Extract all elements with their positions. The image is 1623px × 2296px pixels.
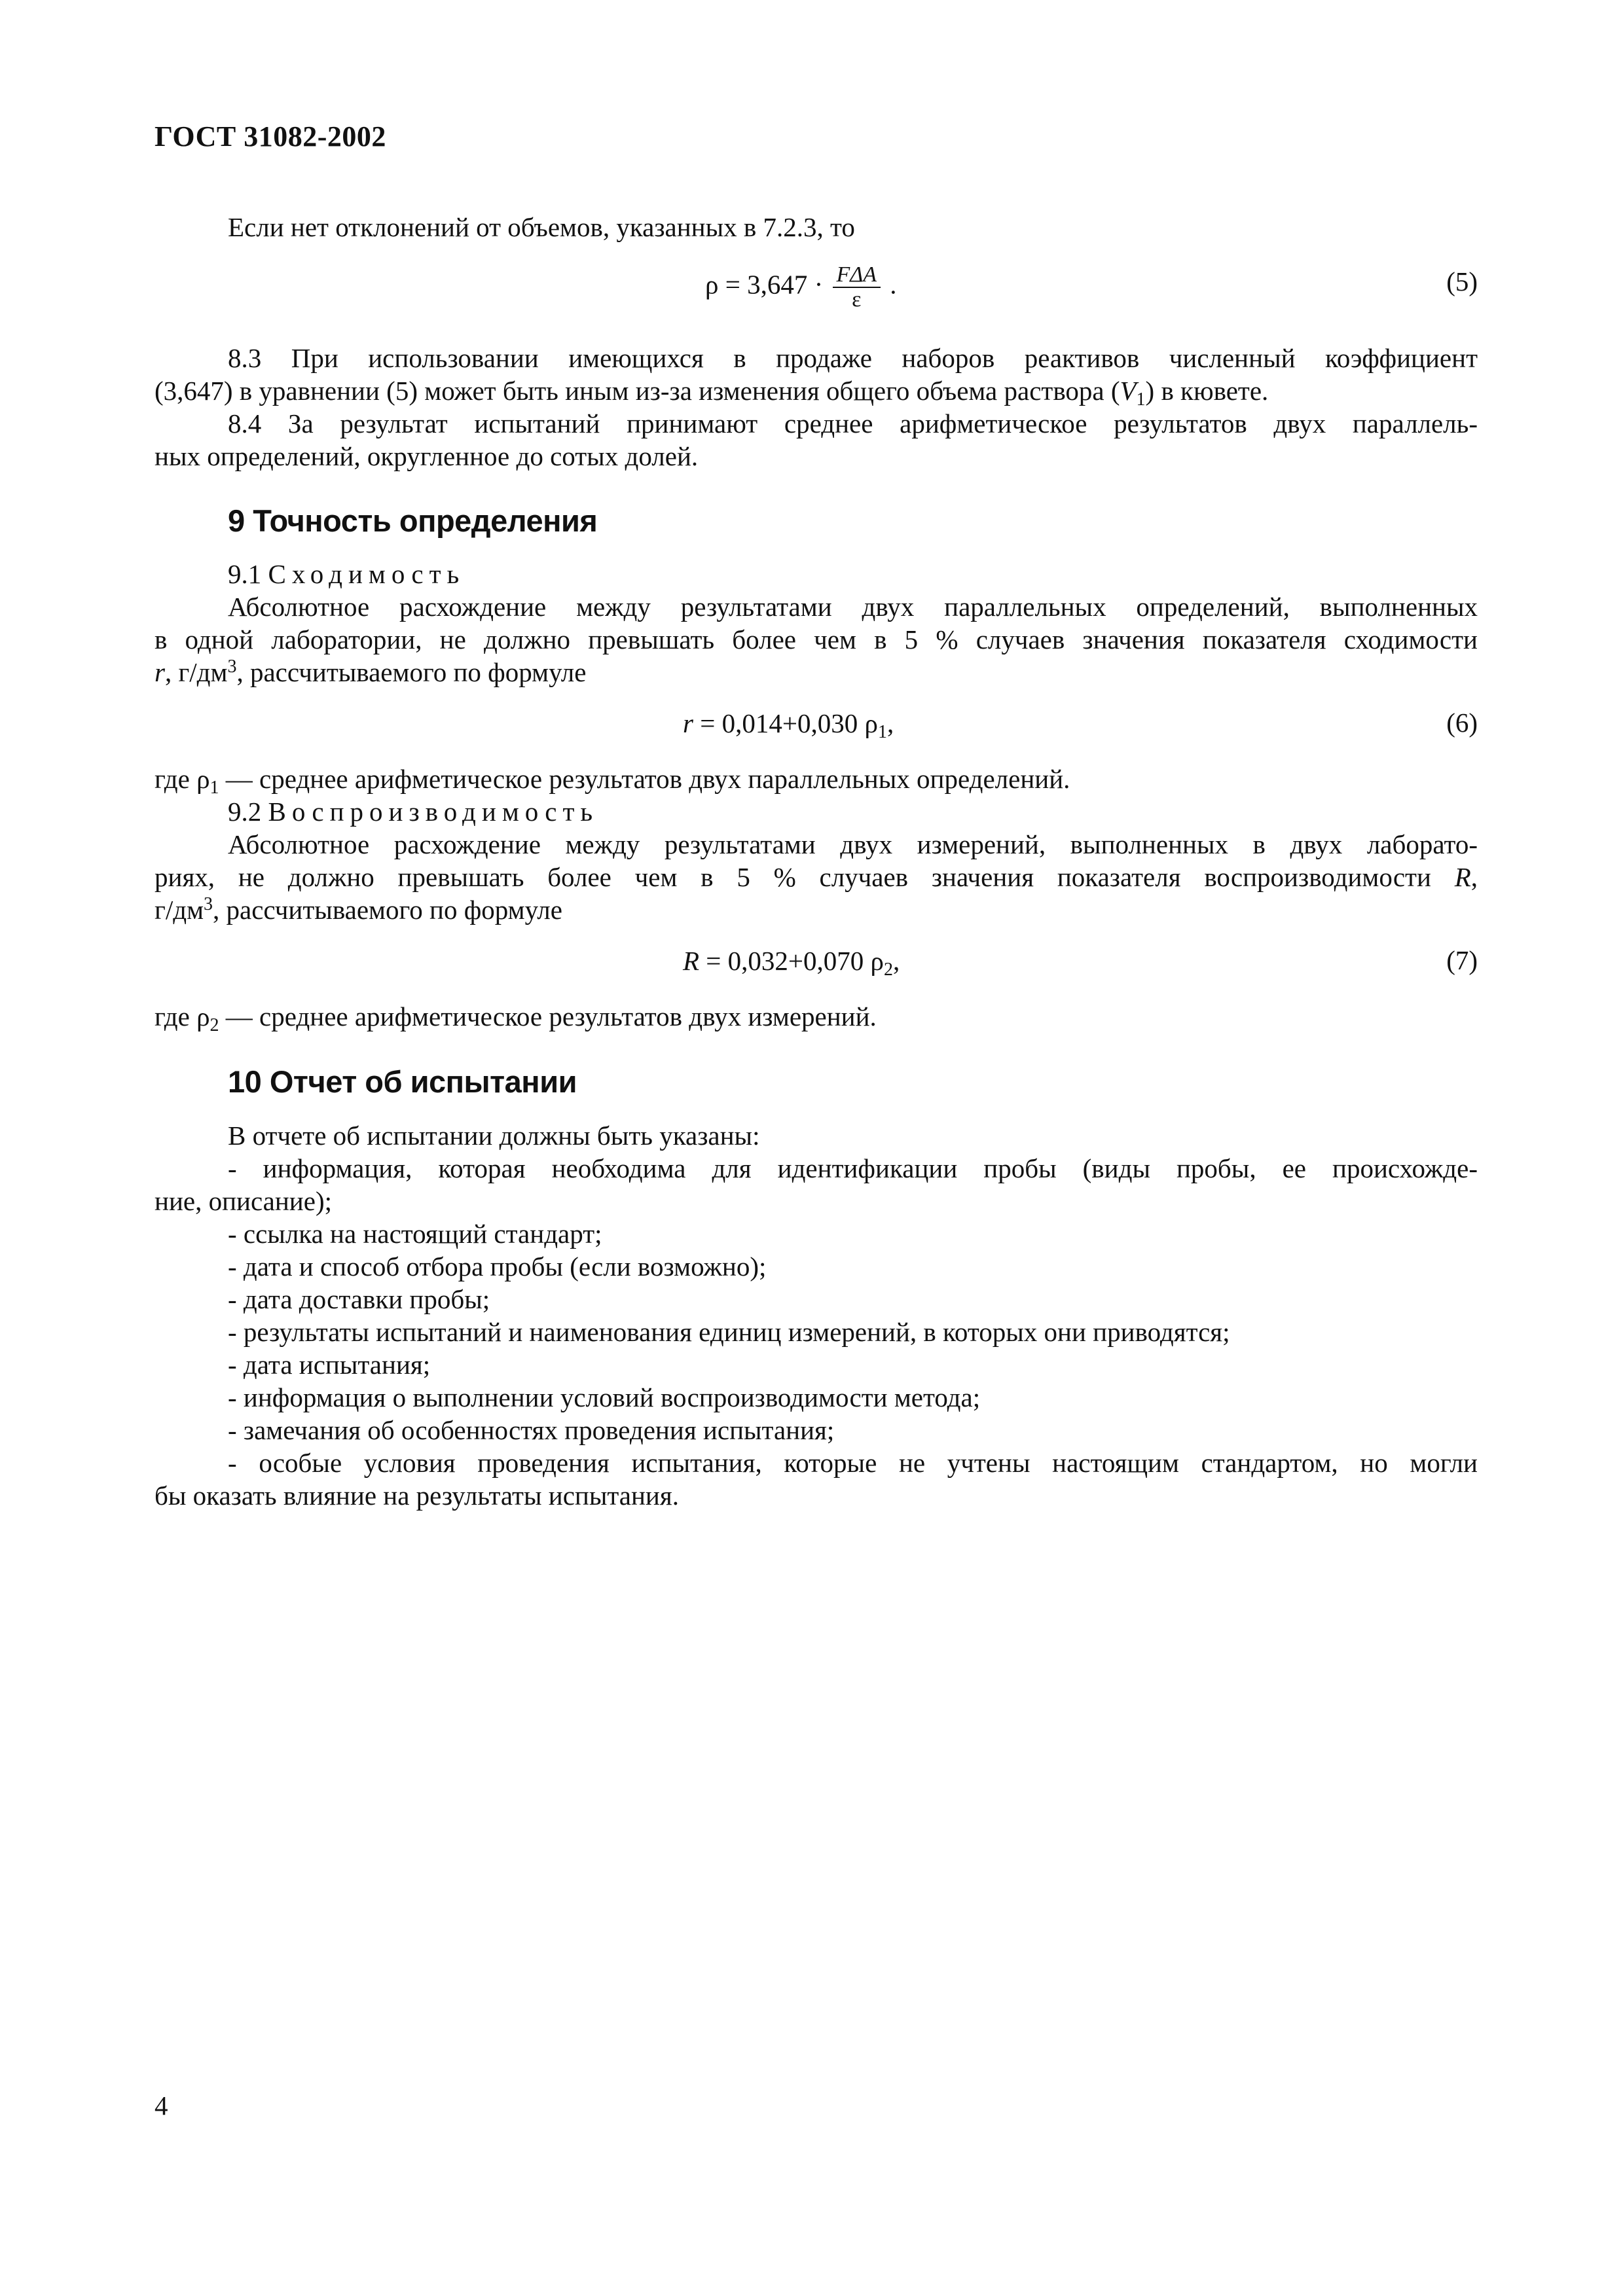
formula-6-rhs: = 0,014+0,030 ρ (693, 708, 878, 738)
s92-line3 (155, 893, 1478, 926)
s92-line2 (155, 861, 1478, 893)
section-10-title: 10 Отчет об испытании (228, 1064, 577, 1099)
formula-7-sub: 2 (884, 960, 894, 980)
where-7-b: — среднее арифметическое результатов двух измерений. (219, 1001, 877, 1031)
s92-heading (228, 795, 1551, 828)
where-6-a: где ρ (155, 764, 210, 794)
p83-line1: 8.3 При использовании имеющихся в продаже наборов реактивов численный коэффициент (228, 343, 1478, 373)
p83-line2-b: ) в кювете. (1145, 376, 1269, 406)
formula-5-numerator: FΔA (833, 263, 881, 288)
formula-5-lhs: ρ = 3,647 · (705, 269, 824, 300)
document-header-id: ГОСТ 31082-2002 (155, 120, 386, 152)
s10-item6: - дата испытания; (228, 1350, 431, 1380)
formula-7-tail: , (893, 946, 900, 976)
s91-line3-sup: 3 (227, 656, 237, 677)
s91-number: 9.1 (228, 559, 262, 589)
formula-7-rhs: = 0,032+0,070 ρ (699, 946, 884, 976)
formula-5-denominator: ε (852, 287, 862, 312)
formula-6-number: (6) (1446, 708, 1478, 738)
where-6-b: — среднее арифметическое результатов двух параллельных определений. (219, 764, 1070, 794)
formula-6 (683, 707, 894, 740)
s91-line3-b: , рассчитываемого по формуле (236, 657, 587, 687)
s92-number: 9.2 (228, 797, 262, 827)
s92-var-r: R (1454, 862, 1471, 892)
intro-text: Если нет отклонений от объемов, указанных в 7.2.3, то (228, 212, 855, 242)
page-number: 4 (155, 2090, 168, 2121)
p83-var-v: V (1120, 376, 1137, 406)
s91-var-r: r (155, 657, 165, 687)
s91-title: Сходимость (268, 559, 465, 589)
s10-item4: - дата доставки пробы; (228, 1284, 490, 1314)
p83-line2 (155, 374, 1478, 410)
section-9-title: 9 Точность определения (228, 503, 598, 538)
s91-heading (228, 558, 1551, 590)
formula-6-tail: , (886, 708, 894, 738)
where-7-a: где ρ (155, 1001, 210, 1031)
s10-item3: - дата и способ отбора пробы (если возможно); (228, 1251, 767, 1282)
formula-7-number: (7) (1446, 945, 1478, 975)
s10-item2: - ссылка на настоящий стандарт; (228, 1219, 602, 1249)
s91-line2: в одной лаборатории, не должно превышать более чем в 5 % случаев значения показателя сходимости (155, 624, 1478, 655)
s92-title: Воспроизводимость (268, 797, 599, 827)
formula-7 (683, 944, 900, 980)
s92-line2-a: риях, не должно превышать более чем в 5 % случаев значения показателя воспроизводимости (155, 862, 1455, 892)
s91-line3 (155, 656, 1478, 689)
p83-var-sub: 1 (1136, 389, 1146, 410)
s92-line3-a: г/дм (155, 895, 204, 925)
s10-item5: - результаты испытаний и наименования единиц измерений, в которых они приводятся; (228, 1317, 1230, 1347)
s10-item8: - замечания об особенностях проведения испытания; (228, 1415, 835, 1445)
formula-5-number: (5) (1446, 266, 1478, 296)
formula-5 (705, 263, 897, 312)
formula-6-sub: 1 (877, 722, 887, 742)
s10-item1-line1: - информация, которая необходима для идентификации пробы (виды пробы, ее происхожде- (228, 1153, 1478, 1183)
where-6-sub: 1 (210, 778, 219, 798)
s92-line1: Абсолютное расхождение между результатами двух измерений, выполненных в двух лаборато- (228, 829, 1478, 859)
formula-5-tail: . (890, 269, 897, 300)
s92-line3-b: , рассчитываемого по формуле (213, 895, 562, 925)
s92-line2-b: , (1470, 862, 1478, 892)
p83-line2-a: (3,647) в уравнении (5) может быть иным из-за изменения общего объема раствора ( (155, 376, 1120, 406)
s10-item9-line2: бы оказать влияние на результаты испытания. (155, 1480, 679, 1511)
formula-6-var: r (683, 708, 693, 738)
where-7 (155, 1000, 1478, 1033)
s10-item1-line2: ние, описание); (155, 1186, 332, 1216)
p84-line2: ных определений, округленное до сотых долей. (155, 441, 699, 471)
where-6 (155, 762, 1478, 798)
p84-line1: 8.4 За результат испытаний принимают среднее арифметическое результатов двух параллель- (228, 408, 1478, 439)
formula-5-fraction (833, 263, 881, 312)
where-7-sub: 2 (210, 1015, 219, 1035)
s92-line3-sup: 3 (204, 894, 213, 914)
s10-intro: В отчете об испытании должны быть указаны: (228, 1121, 760, 1151)
formula-7-var: R (683, 946, 700, 976)
s91-line3-a: , г/дм (164, 657, 228, 687)
s10-item9-line1: - особые условия проведения испытания, которые не учтены настоящим стандартом, но могли (228, 1448, 1478, 1478)
s10-item7: - информация о выполнении условий воспроизводимости метода; (228, 1382, 981, 1412)
s91-line1: Абсолютное расхождение между результатами двух параллельных определений, выполненных (228, 592, 1478, 622)
